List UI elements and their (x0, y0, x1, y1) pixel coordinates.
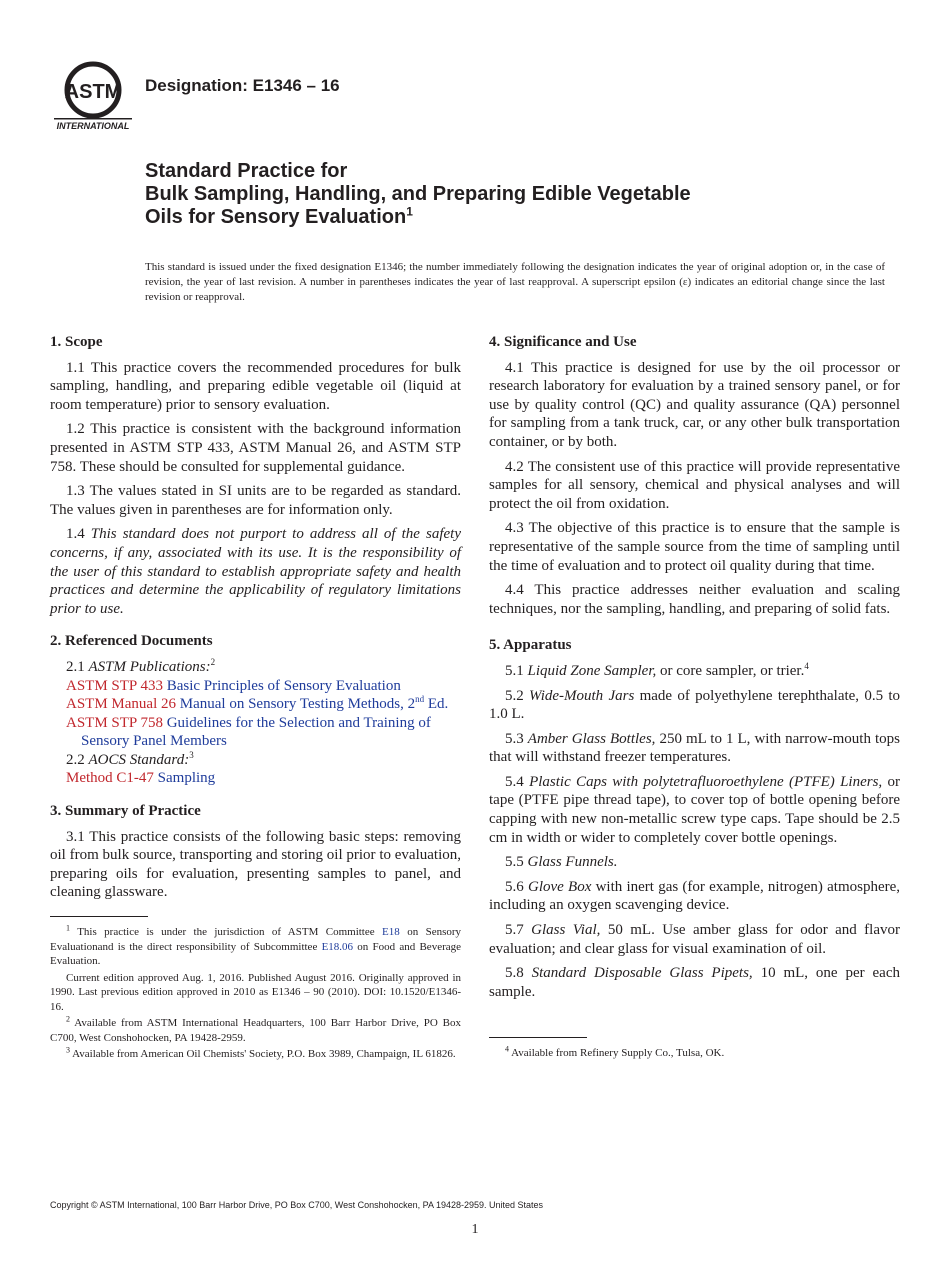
title-line-1: Standard Practice for (145, 160, 348, 182)
section-significance (489, 333, 900, 618)
apparatus-item: 5.7 Glass Vial, 50 mL. Use amber glass for odor and flavor evaluation; and clear glass for visual examination of oil. (489, 922, 901, 957)
paragraph: 1.4 This standard does not purport to address all of the safety concerns, if any, associated with its use. It is the responsibility of the user of this standard to establish appropriate safety and health practices and determine the applicability of regulatory limitations prior to use. (50, 526, 461, 617)
logo-text: ASTM (64, 81, 122, 103)
apparatus-item: 5.5 Glass Funnels. (505, 854, 618, 871)
right-column (489, 333, 900, 1063)
footnote: Current edition approved Aug. 1, 2016. Published August 2016. Originally approved in 1990. Last previous edition approved in 2010 as E1346 – 90 (2010). DOI: 10.1520/E1346-16. (50, 971, 461, 1013)
title-footnote-mark[interactable]: 1 (406, 204, 413, 219)
designation: Designation: E1346 – 16 (145, 76, 340, 95)
paragraph: 4.2 The consistent use of this practice will provide representative samples for all sensory, chemical and physical analyses and will protect the oil from oxidation. (489, 458, 900, 512)
apparatus-item: 5.3 Amber Glass Bottles, 250 mL to 1 L, with narrow-mouth tops that will withstand freezer temperatures. (489, 730, 900, 766)
reference-item (50, 714, 461, 751)
subsection-title: 2.1 ASTM Publications:$^2$ (66, 656, 216, 675)
reference-item (50, 769, 461, 788)
apparatus-item: 5.2 Wide-Mouth Jars made of polyethylene terephthalate, 0.5 to 1.0 L. (489, 687, 901, 723)
section-summary (50, 802, 461, 902)
reference-title-link[interactable]: Basic Principles of Sensory Evaluation (166, 677, 401, 694)
footnote: $^4$ Available from Refinery Supply Co., Tulsa, OK. (505, 1044, 725, 1060)
footnote-mark[interactable]: 4 (804, 660, 809, 671)
preamble: This standard is issued under the fixed designation E1346; the number immediately following the designation indicates the year of original adoption or, in the case of revision, the year of last revision. A number in parentheses indicates the year of last reapproval. A superscript epsilon (ε) indicates an editorial change since the last revision or reapproval. (145, 261, 885, 303)
footnote: $^2$ Available from ASTM International Headquarters, 100 Barr Harbor Drive, PO Box C700, West Conshohocken, PA 19428-2959. (50, 1014, 461, 1044)
footnote-mark[interactable]: 3 (189, 749, 194, 760)
paragraph: 4.3 The objective of this practice is to ensure that the sample is representative of the sample source from the time of sampling until the time of evaluation and to protect oil quality during that time. (489, 520, 900, 574)
paragraph: 4.1 This practice is designed for use by the oil processor or research laboratory for evaluation by a trained sensory panel, or for use by quality control (QC) and quality assurance (QA) personnel for sampling from a tank truck, car, or any other bulk transportation container, or by both. (489, 359, 900, 450)
paragraph: 1.2 This practice is consistent with the background information presented in ASTM STP 433, ASTM Manual 26, and ASTM STP 758. These should be consulted for supplemental guidance. (50, 421, 461, 475)
reference-title-link[interactable]: Guidelines for the Selection and Training of Sensory Panel Members (81, 714, 431, 750)
section-heading: 4. Significance and Use (489, 334, 637, 350)
reference-item (50, 695, 461, 714)
reference-item (50, 677, 461, 696)
astm-logo (52, 60, 134, 132)
section-heading: 1. Scope (50, 334, 103, 350)
footnote: $^1$ This practice is under the jurisdiction of ASTM Committee E18 on Sensory Evaluationand is the direct responsibility of Subcommittee E18.06 on Food and Beverage Evaluation. (50, 923, 462, 968)
reference-title-link[interactable]: Sampling (157, 770, 216, 787)
section-heading: 3. Summary of Practice (50, 803, 201, 820)
section-heading: 5. Apparatus (489, 637, 572, 654)
apparatus-item: 5.6 Glove Box with inert gas (for example, nitrogen) atmosphere, including an oxygen scavenging device. (489, 878, 901, 914)
title-line-3: Oils for Sensory Evaluation$^1$ (145, 204, 413, 228)
footnote: $^3$ Available from American Oil Chemists' Society, P.O. Box 3989, Champaign, IL 61826. (66, 1045, 456, 1061)
subsection-title: 2.2 AOCS Standard:$^3$ (66, 749, 194, 768)
reference-code-link[interactable]: Method C1-47 (66, 770, 154, 787)
footnote-divider (50, 916, 148, 917)
section-heading: 2. Referenced Documents (50, 633, 213, 650)
apparatus-item: 5.4 Plastic Caps with polytetrafluoroethylene (PTFE) Liners, or tape (PTFE pipe thread tape), to cover top of bottle opening before capping with new non-metallic screw type caps. Tape should be 2.5 cm in width or wider to completely cover bottle openings. (489, 773, 901, 846)
section-apparatus (489, 636, 900, 1001)
reference-code-link[interactable]: ASTM STP 758 (66, 714, 163, 731)
reference-code-link[interactable]: ASTM Manual 26 (66, 696, 176, 713)
section-scope (50, 333, 461, 618)
section-referenced-documents (50, 632, 461, 788)
footnote-mark[interactable]: 2 (210, 656, 216, 667)
reference-title-link[interactable]: Manual on Sensory Testing Methods, 2nd Ed. (179, 694, 449, 713)
reference-code-link[interactable]: ASTM STP 433 (66, 677, 163, 694)
left-column (50, 333, 461, 1064)
footnote-divider (489, 1037, 587, 1038)
logo-subtext: INTERNATIONAL (56, 121, 130, 131)
apparatus-item: 5.8 Standard Disposable Glass Pipets, 10 mL, one per each sample. (489, 965, 900, 1000)
title-line-2: Bulk Sampling, Handling, and Preparing Edible Vegetable (145, 183, 691, 205)
subcommittee-link[interactable]: E18.06 (321, 940, 354, 953)
apparatus-item: 5.1 Liquid Zone Sampler, or core sampler, or trier.$^4$ (505, 660, 809, 679)
copyright-notice: Copyright © ASTM International, 100 Barr Harbor Drive, PO Box C700, West Conshohocken, PA 19428-2959. United States (50, 1200, 544, 1210)
paragraph: 1.3 The values stated in SI units are to be regarded as standard. The values given in parentheses are for information only. (50, 483, 461, 518)
page-number: 1 (471, 1222, 479, 1237)
paragraph: 3.1 This practice consists of the following basic steps: removing oil from bulk source, transporting and storing oil prior to evaluation, preparing oils for evaluation, presenting samples to panel, and cleaning glassware. (50, 828, 461, 901)
paragraph: 4.4 This practice addresses neither evaluation and scaling techniques, nor the sampling, handling, and preparing of solid fats. (489, 582, 900, 617)
paragraph: 1.1 This practice covers the recommended procedures for bulk sampling, handling, and preparing edible vegetable oil (liquid at room temperature) prior to sensory evaluation. (50, 359, 461, 413)
footnotes (50, 925, 461, 1062)
document-title (145, 160, 905, 229)
committee-link[interactable]: E18 (382, 926, 400, 939)
